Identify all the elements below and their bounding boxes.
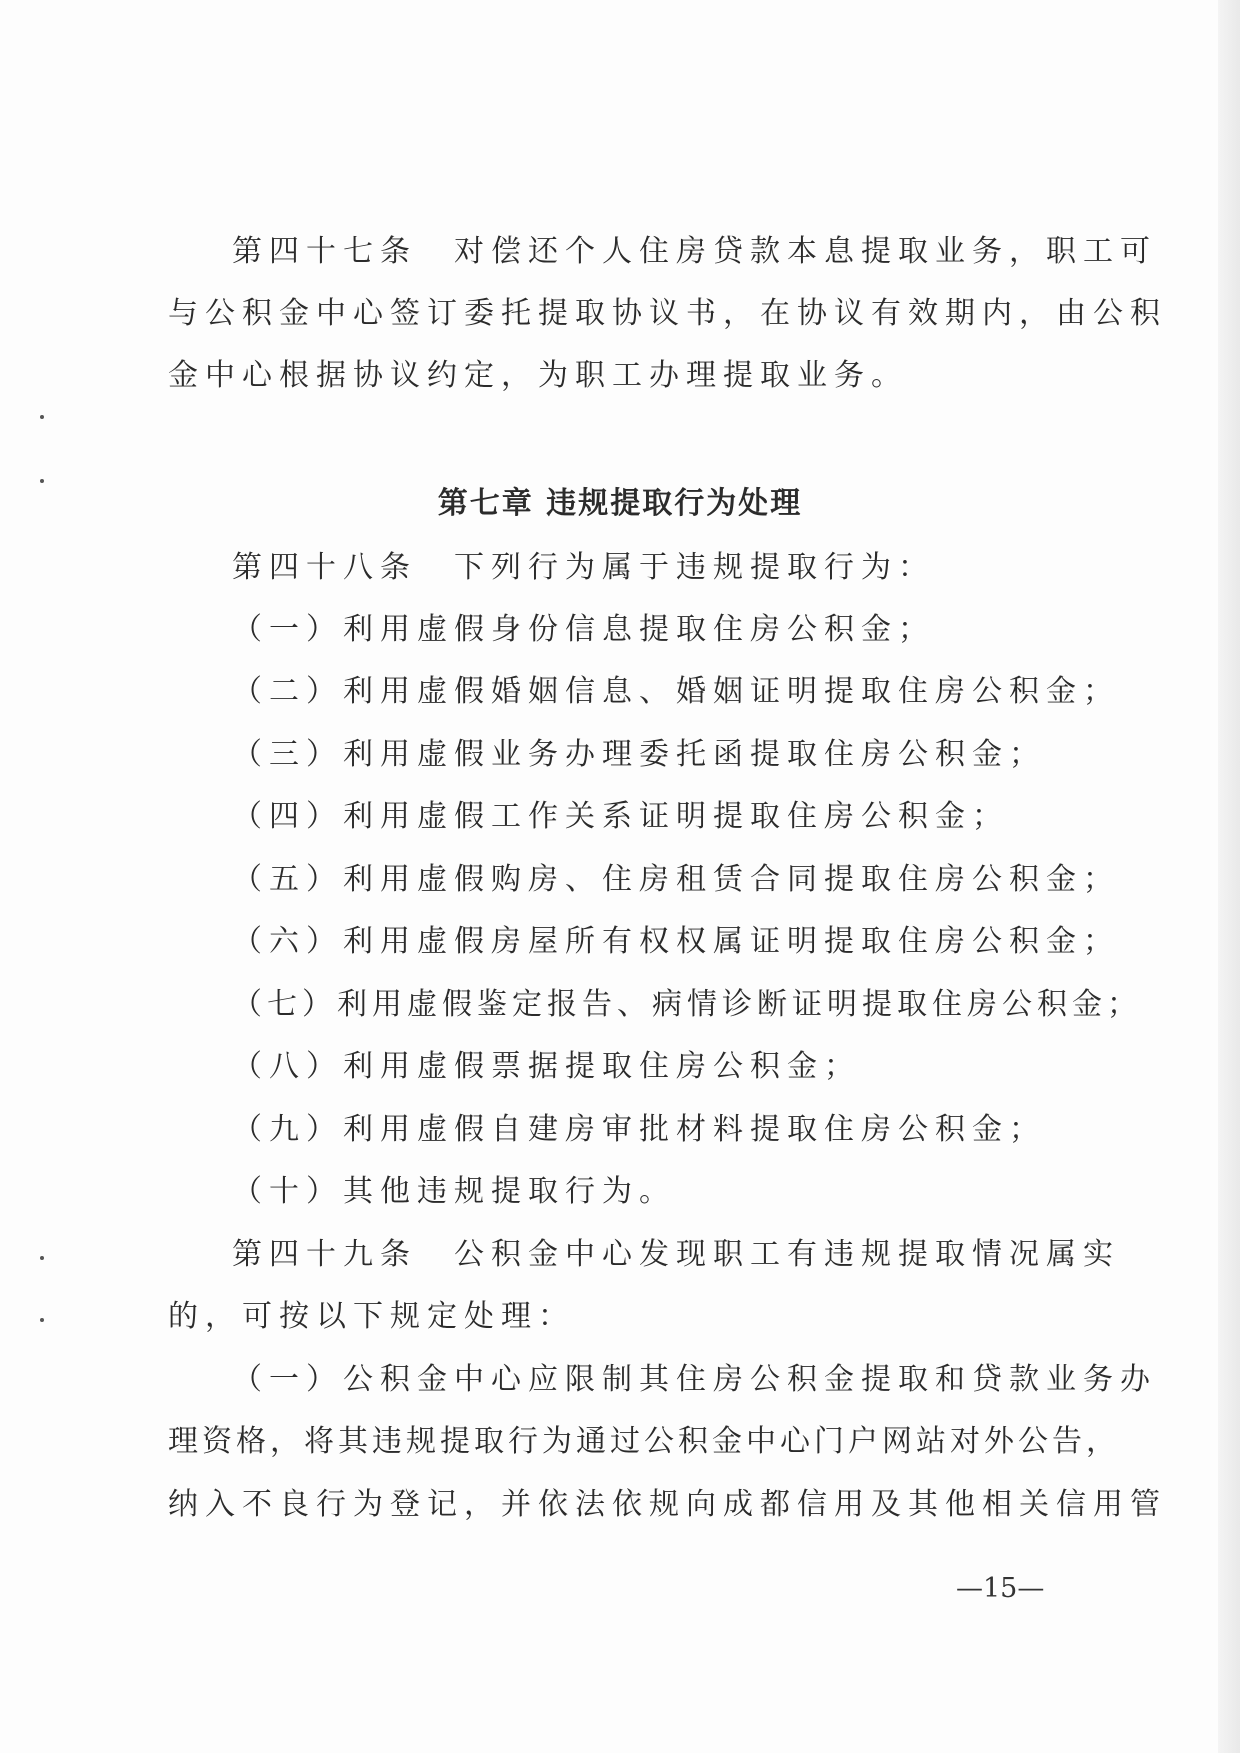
article-48-item-9: （九）利用虚假自建房审批材料提取住房公积金； xyxy=(232,1112,1046,1147)
article-48-item-4: （四）利用虚假工作关系证明提取住房公积金； xyxy=(232,799,1009,834)
article-48-item-7: （七）利用虚假鉴定报告、病情诊断证明提取住房公积金； xyxy=(232,987,1142,1022)
article-48-item-2: （二）利用虚假婚姻信息、婚姻证明提取住房公积金； xyxy=(232,674,1120,709)
article-47-line-1: 第四十七条 对偿还个人住房贷款本息提取业务，职工可 xyxy=(232,234,1157,269)
article-48-item-3: （三）利用虚假业务办理委托函提取住房公积金； xyxy=(232,737,1046,772)
article-47-line-2: 与公积金中心签订委托提取协议书，在协议有效期内，由公积 xyxy=(168,296,1167,331)
page-number: —15— xyxy=(956,1573,1045,1604)
article-49-item-1-line-3: 纳入不良行为登记，并依法依规向成都信用及其他相关信用管 xyxy=(168,1487,1167,1522)
article-48-item-6: （六）利用虚假房屋所有权权属证明提取住房公积金； xyxy=(232,924,1120,959)
scan-speck xyxy=(40,1318,44,1322)
article-48-item-8: （八）利用虚假票据提取住房公积金； xyxy=(232,1049,861,1084)
article-49-line-1: 第四十九条 公积金中心发现职工有违规提取情况属实 xyxy=(232,1237,1120,1272)
article-49-line-2: 的，可按以下规定处理： xyxy=(168,1299,575,1334)
article-48-intro: 第四十八条 下列行为属于违规提取行为： xyxy=(232,550,935,585)
article-47-line-3: 金中心根据协议约定，为职工办理提取业务。 xyxy=(168,358,908,393)
scan-speck xyxy=(40,479,44,483)
article-48-item-1: （一）利用虚假身份信息提取住房公积金； xyxy=(232,612,935,647)
scan-speck xyxy=(40,1256,44,1260)
chapter-heading: 第七章 违规提取行为处理 xyxy=(437,486,803,521)
article-49-item-1-line-2: 理资格，将其违规提取行为通过公积金中心门户网站对外公告， xyxy=(168,1424,1120,1459)
scan-speck xyxy=(40,415,44,419)
article-48-item-10: （十）其他违规提取行为。 xyxy=(232,1174,676,1209)
article-49-item-1-line-1: （一）公积金中心应限制其住房公积金提取和贷款业务办 xyxy=(232,1362,1157,1397)
article-48-item-5: （五）利用虚假购房、住房租赁合同提取住房公积金； xyxy=(232,862,1120,897)
